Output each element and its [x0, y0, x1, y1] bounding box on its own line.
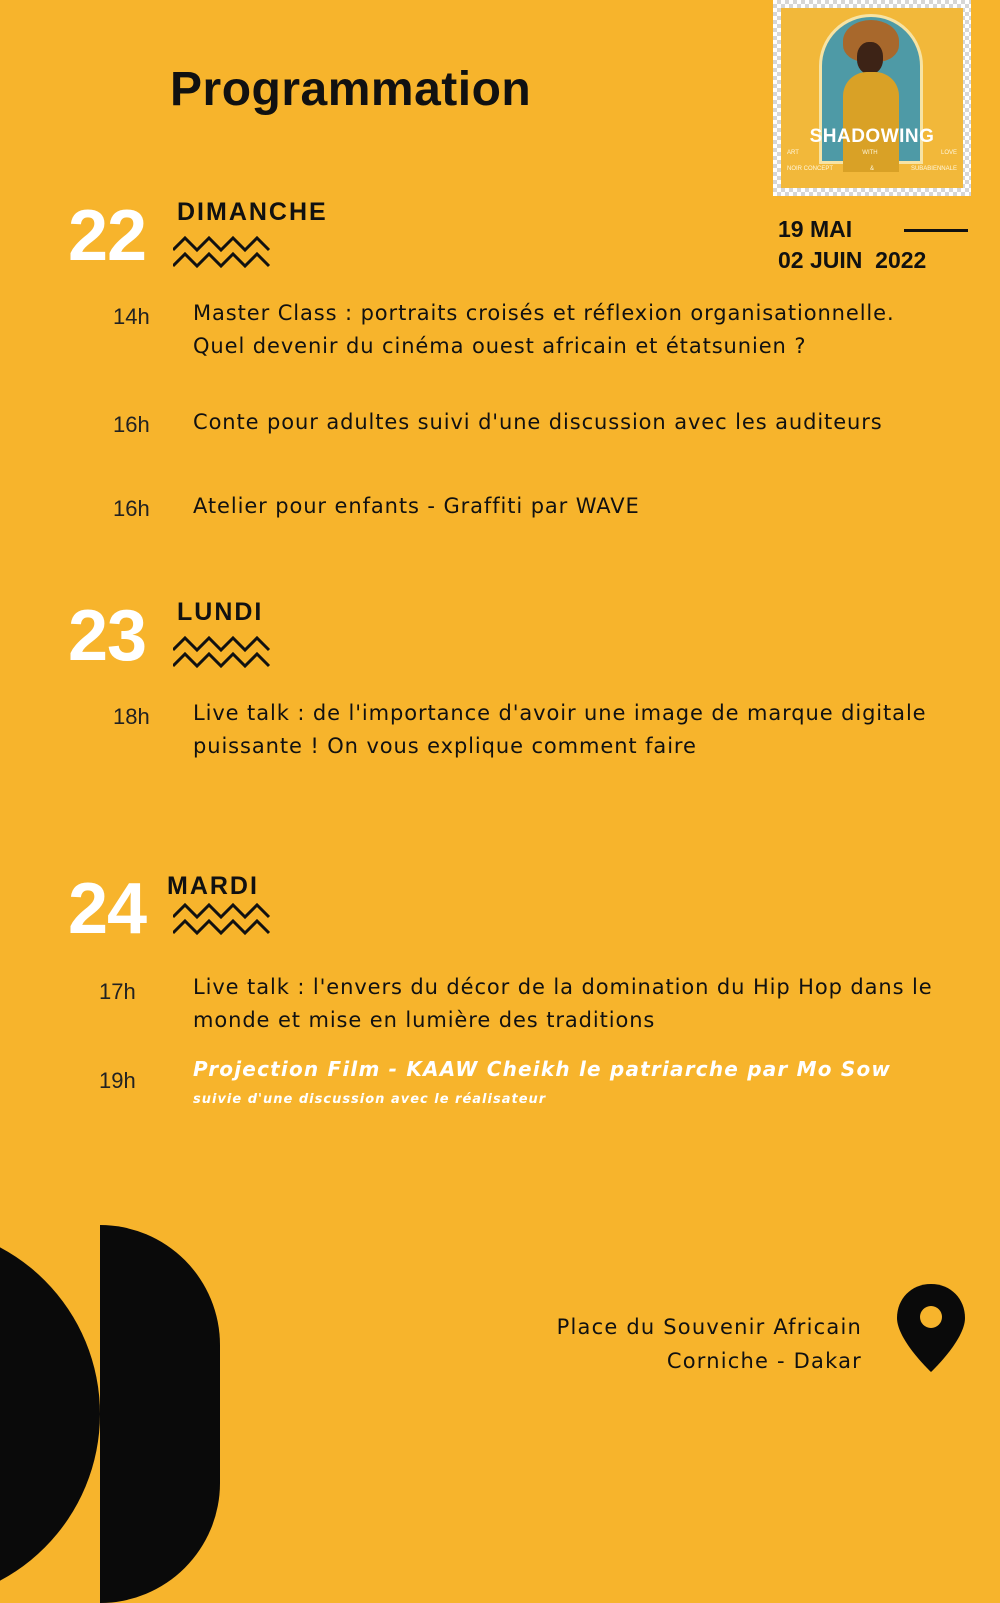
- start-date: 19 MAI: [778, 216, 853, 242]
- event-description: Live talk : l'envers du décor de la domination du Hip Hop dans le monde et mise en lumière des traditions: [193, 975, 933, 1032]
- date-divider: [904, 229, 968, 232]
- event-time: 18h: [113, 704, 150, 729]
- event-time: 17h: [99, 979, 136, 1004]
- day-number: 24: [68, 869, 147, 949]
- event-poster: [773, 0, 971, 196]
- half-circle-decoration: [0, 1225, 100, 1603]
- end-date: [778, 245, 926, 276]
- poster-face: [857, 42, 883, 74]
- venue-line-2: Corniche - Dakar: [666, 1349, 862, 1373]
- event-description: Conte pour adultes suivi d'une discussion avec les auditeurs: [193, 410, 883, 434]
- event-time: 16h: [113, 496, 150, 521]
- event-time: 16h: [113, 412, 150, 437]
- day-number: 23: [68, 596, 147, 676]
- event-dates: [778, 214, 926, 276]
- day-name: DIMANCHE: [177, 198, 328, 226]
- day-name: LUNDI: [177, 598, 264, 626]
- day-number: 22: [68, 196, 147, 276]
- half-circle-decoration: [100, 1225, 220, 1603]
- zigzag-ornament: [173, 903, 271, 937]
- poster-text: ART: [787, 150, 799, 156]
- zigzag-ornament: [173, 636, 271, 670]
- event-description: Atelier pour enfants - Graffiti par WAVE: [193, 494, 640, 518]
- film-subtitle: suivie d'une discussion avec le réalisateur: [193, 1092, 547, 1107]
- zigzag-ornament: [173, 236, 271, 270]
- event-description: Master Class : portraits croisés et réflexion organisationnelle. Quel devenir du cinéma ouest africain et étatsunien ?: [193, 301, 895, 358]
- end-date-day: 02 JUIN: [778, 247, 863, 273]
- event-description: Live talk : de l'importance d'avoir une image de marque digitale puissante ! On vous explique comment faire: [193, 701, 927, 758]
- map-pin-icon: [895, 1282, 967, 1374]
- venue-line-1: Place du Souvenir Africain: [556, 1315, 862, 1339]
- poster-artwork: [781, 8, 963, 188]
- page-title: Programmation: [170, 63, 532, 116]
- poster-text: LOVE: [940, 150, 957, 156]
- poster-line-1: [787, 150, 957, 156]
- venue-address: [557, 1310, 862, 1378]
- poster-text: NOIR CONCEPT: [787, 166, 834, 172]
- poster-figure: [843, 72, 899, 172]
- poster-title: SHADOWING: [809, 126, 935, 147]
- poster-text: &: [869, 166, 874, 172]
- poster-text: WITH: [862, 150, 878, 156]
- poster-line-2: [787, 166, 957, 172]
- event-time: 19h: [99, 1068, 136, 1093]
- poster-text: SUBABIENNALE: [910, 166, 957, 172]
- day-name: MARDI: [167, 872, 259, 900]
- film-title: Projection Film - KAAW Cheikh le patriarche par Mo Sow: [193, 1057, 892, 1081]
- end-date-year: 2022: [875, 247, 927, 273]
- event-time: 14h: [113, 304, 150, 329]
